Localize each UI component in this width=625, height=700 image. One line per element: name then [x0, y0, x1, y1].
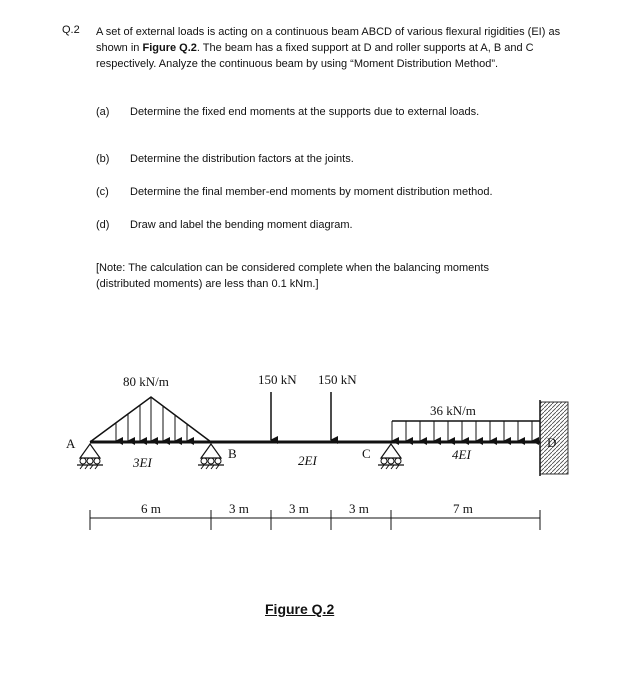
roller-support-b [198, 444, 224, 469]
question-text-before: A set of external loads is acting on a continuous beam ABCD of various flexural rigidities (EI) as shown in [96, 26, 561, 54]
dimension-p2-c: 3 m [349, 501, 369, 516]
support-label-d: D [547, 435, 557, 450]
note: [Note: The calculation can be considered complete when the balancing moments (distributed moments) are less than 0.1 kNm.] [96, 262, 489, 290]
point-load-1-label: 150 kN [258, 372, 297, 387]
rigidity-cd: 4EI [452, 447, 471, 462]
dimension-p1-p2: 3 m [289, 501, 309, 516]
udl-load [392, 421, 540, 441]
part-a-text: Determine the fixed end moments at the supports due to external loads. [130, 106, 480, 118]
part-c-label: (c) [96, 186, 109, 198]
udl-label: 36 kN/m [430, 403, 476, 418]
rigidity-bc: 2EI [298, 453, 317, 468]
triangular-load [90, 397, 211, 442]
part-a-label: (a) [96, 106, 110, 118]
part-d-label: (d) [96, 219, 110, 231]
dimension-b-p1: 3 m [229, 501, 249, 516]
roller-support-a [77, 444, 103, 469]
triangular-load-label: 80 kN/m [123, 374, 169, 389]
part-b-label: (b) [96, 153, 110, 165]
point-load-2-label: 150 kN [318, 372, 357, 387]
support-label-c: C [362, 446, 371, 461]
question-text-after: . The beam has a fixed support at D and roller supports at A, B and C respectively. Analyze the continuous beam by using “Moment Distribution Method”. [96, 42, 534, 70]
dimension-ab: 6 m [141, 501, 161, 516]
rigidity-ab: 3EI [133, 455, 152, 470]
part-b-text: Determine the distribution factors at the joints. [130, 153, 354, 165]
figure-reference: Figure Q.2 [142, 42, 197, 54]
part-d-text: Draw and label the bending moment diagram. [130, 219, 353, 231]
dimension-cd: 7 m [453, 501, 473, 516]
support-label-a: A [66, 436, 76, 451]
support-label-b: B [228, 446, 237, 461]
part-c-text: Determine the final member-end moments by moment distribution method. [130, 186, 493, 198]
roller-support-c [378, 444, 404, 469]
figure-caption: Figure Q.2 [265, 601, 335, 617]
question-number: Q.2 [62, 24, 80, 36]
